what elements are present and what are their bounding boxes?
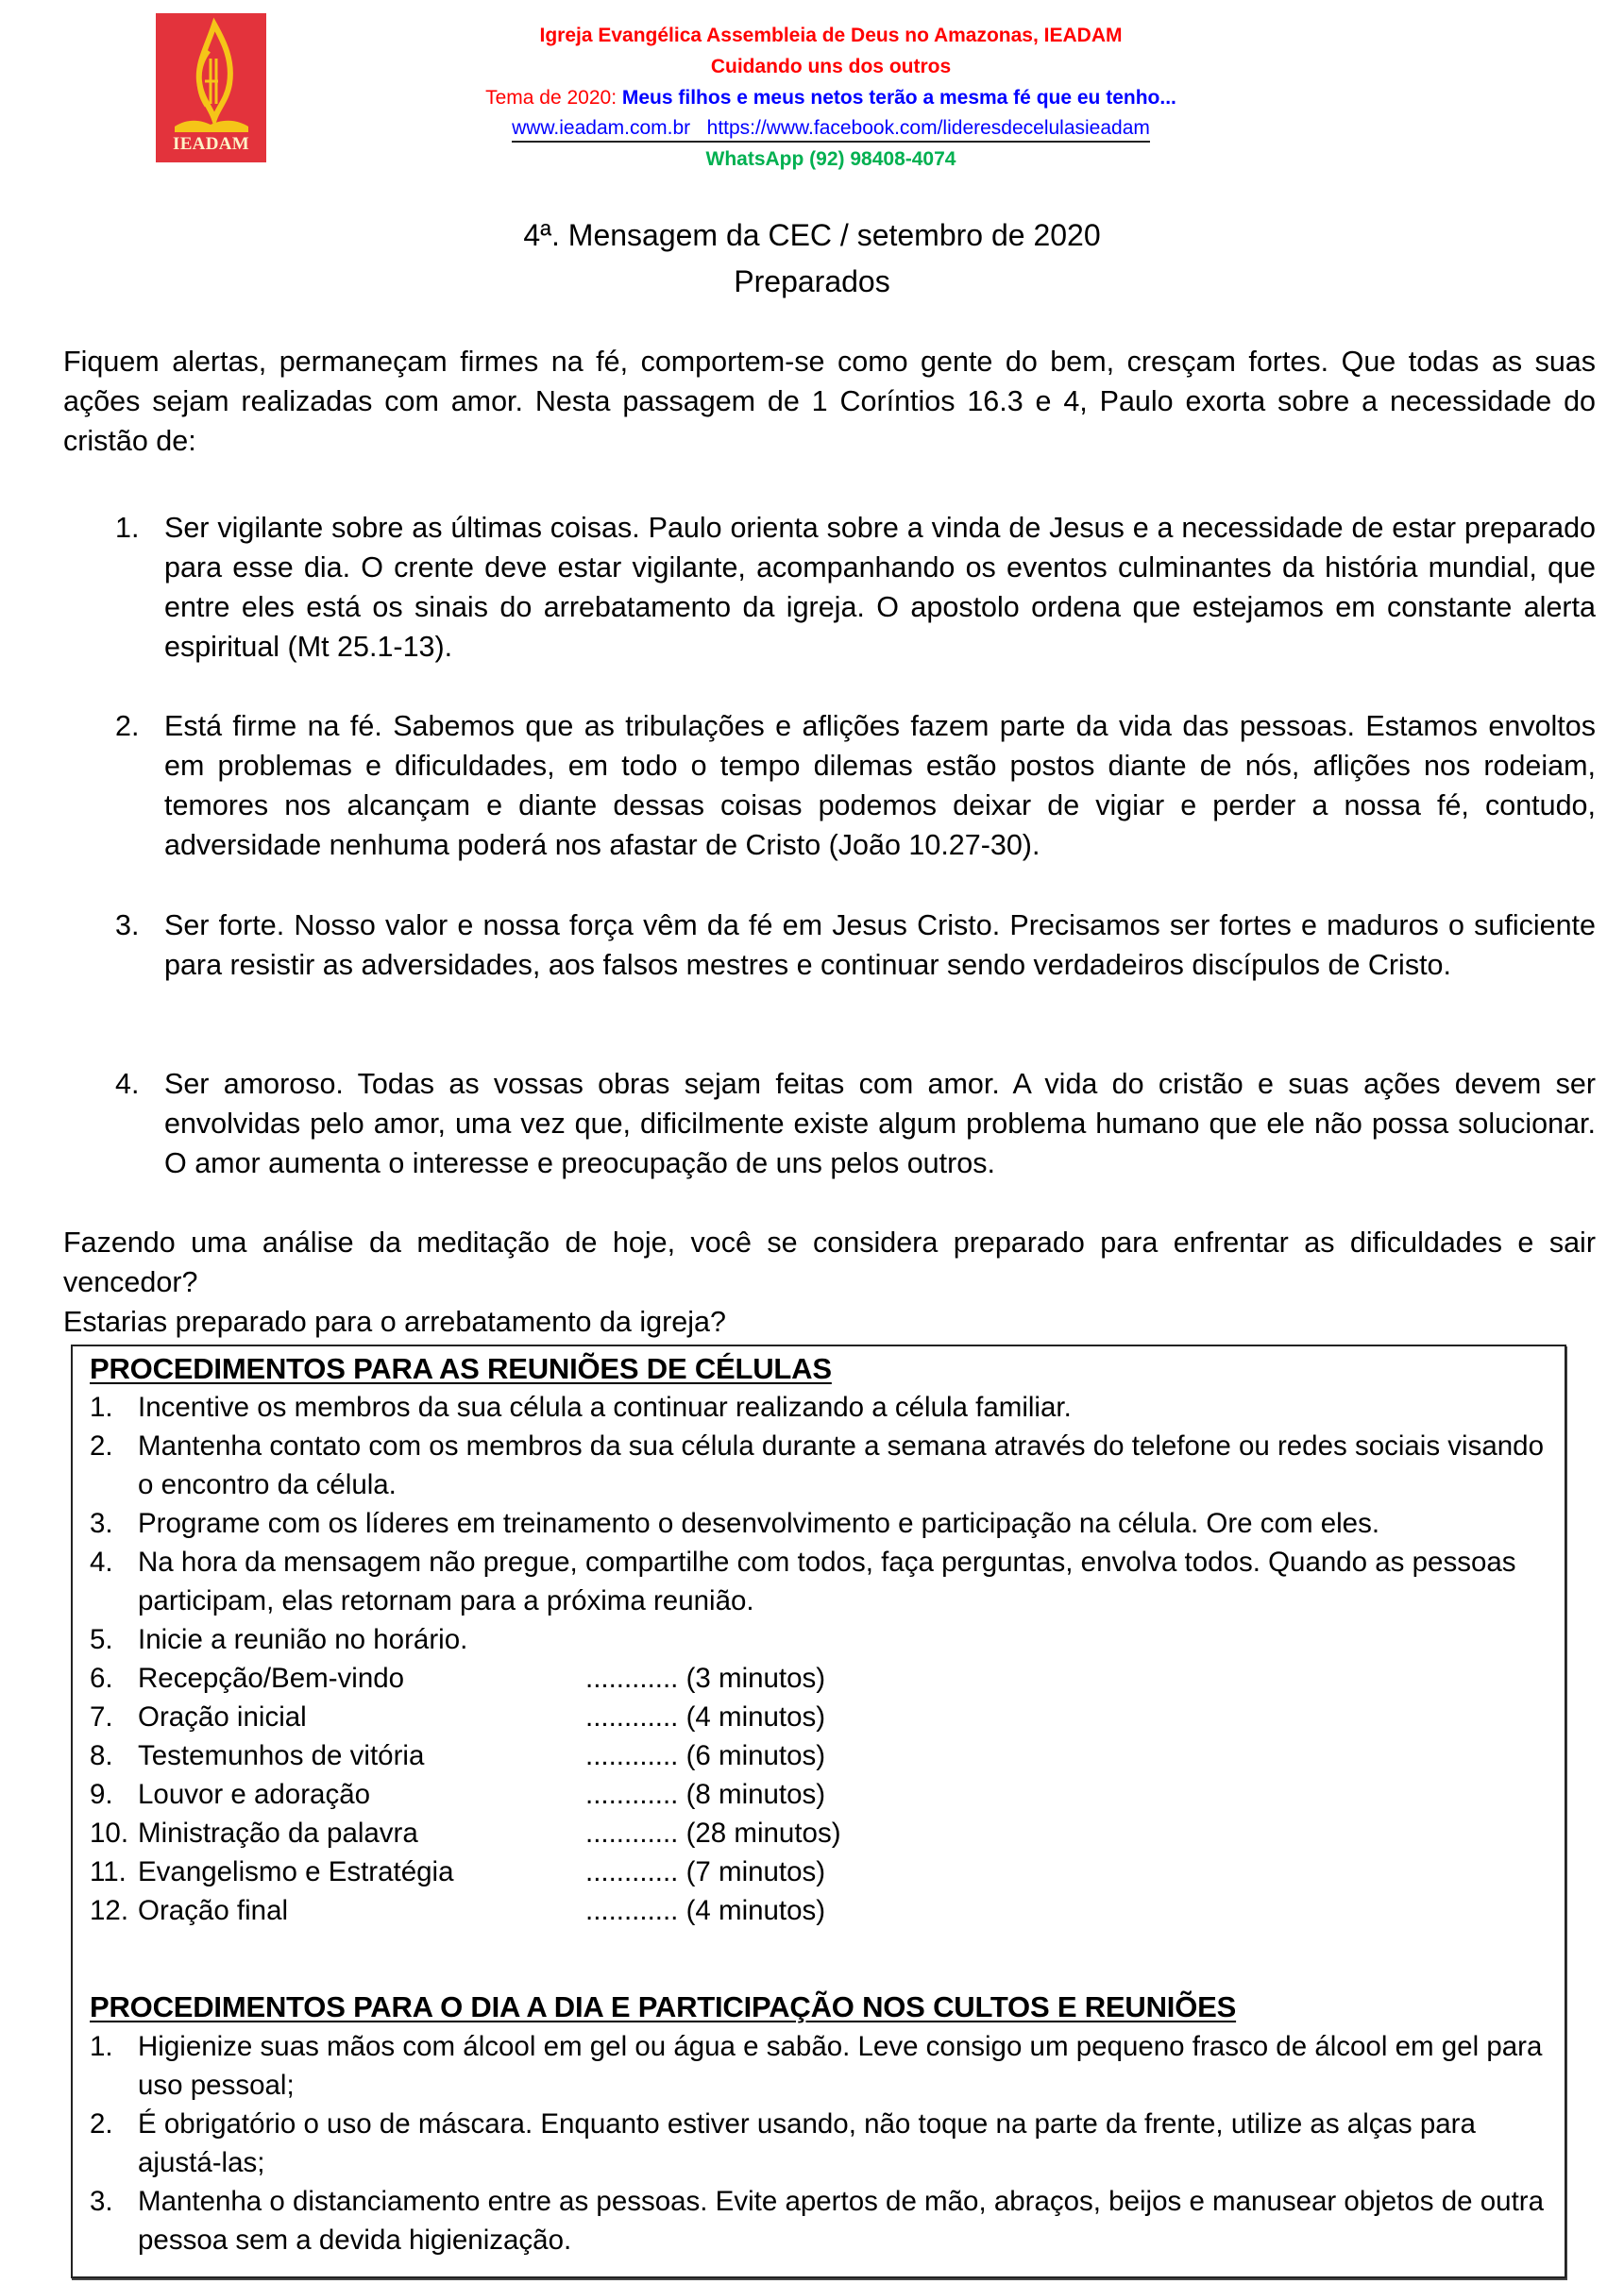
schedule-row — [90, 1853, 1551, 1891]
logo-label: IEADAM — [173, 134, 249, 154]
point-text: Ser vigilante sobre as últimas coisas. Paulo orienta sobre a vinda de Jesus e a necessidade de estar preparado para esse dia. O crente deve estar vigilante, acompanhando os eventos culminantes da história mundial, que entre eles está os sinais do arrebatamento da igreja. O apostolo ordena que estejamos em constante alerta espiritual (Mt 25.1-13). — [164, 512, 1596, 663]
schedule-number: 7. — [90, 1701, 113, 1733]
procedure-text: Higienize suas mãos com álcool em gel ou água e sabão. Leve consigo um pequeno frasco de álcool em gel para uso pessoal; — [138, 2031, 1543, 2101]
schedule-duration — [585, 1814, 841, 1853]
facebook-link[interactable]: https://www.facebook.com/lideresdecelulasieadam — [706, 117, 1150, 139]
procedure-text: Incentive os membros da sua célula a continuar realizando a célula familiar. — [138, 1392, 1072, 1423]
procedure-text: Mantenha contato com os membros da sua célula durante a semana através do telefone ou redes sociais visando o encontro da célula. — [138, 1430, 1544, 1500]
procedure-number: 3. — [90, 2186, 113, 2217]
schedule-activity: Louvor e adoração — [138, 1779, 371, 1810]
cell-meetings-heading: PROCEDIMENTOS PARA AS REUNIÕES DE CÉLULAS — [90, 1352, 832, 1385]
procedure-text: Inicie a reunião no horário. — [138, 1624, 468, 1655]
church-name: Igreja Evangélica Assembleia de Deus no Amazonas, IEADAM — [539, 25, 1123, 46]
duration-value: (28 minutos) — [685, 1818, 841, 1849]
schedule-duration — [585, 1659, 825, 1698]
dot-leader: ............ — [585, 1779, 679, 1810]
duration-value: (6 minutos) — [685, 1740, 826, 1771]
dot-leader: ............ — [585, 1663, 679, 1694]
procedure-number: 1. — [90, 1392, 113, 1423]
schedule-activity: Oração inicial — [138, 1701, 307, 1733]
schedule-number: 6. — [90, 1663, 113, 1694]
schedule-duration — [585, 1736, 825, 1775]
theme-line — [283, 86, 1379, 110]
procedure-number: 2. — [90, 2108, 113, 2140]
procedure-item — [90, 1504, 1551, 1543]
duration-value: (7 minutos) — [685, 1856, 826, 1887]
links-line — [283, 116, 1379, 143]
point-item — [115, 1064, 1596, 1183]
point-item — [115, 905, 1596, 985]
message-subtitle: Preparados — [734, 264, 890, 298]
point-text: Ser forte. Nosso valor e nossa força vêm da fé em Jesus Cristo. Precisamos ser fortes e maduros o suficiente para resistir as adversidades, aos falsos mestres e continuar sendo verdadeiros discípulos de Cristo. — [164, 909, 1596, 981]
theme-text: Meus filhos e meus netos terão a mesma fé que eu tenho... — [621, 87, 1176, 109]
daily-procedures-heading: PROCEDIMENTOS PARA O DIA A DIA E PARTICIPAÇÃO NOS CULTOS E REUNIÕES — [90, 1990, 1237, 2023]
procedure-text: Mantenha o distanciamento entre as pessoas. Evite apertos de mão, abraços, beijos e manusear objetos de outra pessoa sem a devida higienização. — [138, 2186, 1545, 2256]
ieadam-logo — [156, 13, 266, 162]
point-item — [115, 706, 1596, 865]
theme-label: Tema de 2020: — [485, 87, 622, 109]
schedule-activity: Recepção/Bem-vindo — [138, 1663, 405, 1694]
duration-value: (4 minutos) — [685, 1701, 826, 1733]
schedule-number: 10. — [90, 1818, 129, 1849]
point-number: 1. — [115, 512, 140, 544]
schedule-row — [90, 1659, 1551, 1698]
church-motto: Cuidando uns dos outros — [710, 56, 952, 77]
daily-procedure-item — [90, 2105, 1551, 2182]
flame-bible-emblem-icon — [156, 13, 266, 136]
dot-leader: ............ — [585, 1740, 679, 1771]
procedure-item — [90, 1620, 1551, 1659]
dot-leader: ............ — [585, 1895, 679, 1926]
procedure-item — [90, 1543, 1551, 1620]
schedule-number: 11. — [90, 1856, 127, 1887]
website-link[interactable]: www.ieadam.com.br — [512, 117, 691, 139]
procedure-number: 4. — [90, 1547, 113, 1578]
schedule-row — [90, 1775, 1551, 1814]
point-item — [115, 508, 1596, 667]
daily-procedure-item — [90, 2182, 1551, 2259]
procedure-number: 5. — [90, 1624, 113, 1655]
duration-value: (8 minutos) — [685, 1779, 826, 1810]
schedule-activity: Oração final — [138, 1895, 289, 1926]
schedule-duration — [585, 1853, 825, 1891]
procedure-text: Programe com os líderes em treinamento o desenvolvimento e participação na célula. Ore com eles. — [138, 1508, 1380, 1539]
schedule-number: 8. — [90, 1740, 113, 1771]
point-number: 3. — [115, 909, 140, 941]
dot-leader: ............ — [585, 1701, 679, 1733]
duration-value: (3 minutos) — [685, 1663, 826, 1694]
schedule-activity: Testemunhos de vitória — [138, 1740, 425, 1771]
daily-procedure-item — [90, 2027, 1551, 2105]
schedule-number: 9. — [90, 1779, 113, 1810]
closing-question-2: Estarias preparado para o arrebatamento da igreja? — [63, 1306, 726, 1338]
schedule-duration — [585, 1891, 825, 1930]
point-text: Está firme na fé. Sabemos que as tribulações e aflições fazem parte da vida das pessoas. Estamos envoltos em problemas e dificuldades, em todo o tempo dilemas estão postos diante de nós, aflições nos rodeiam, temores nos alcançam e diante dessas coisas podemos deixar de vigiar e perder a nossa fé, contudo, adversidade nenhuma poderá nos afastar de Cristo (João 10.27-30). — [164, 710, 1596, 861]
dot-leader: ............ — [585, 1818, 679, 1849]
schedule-duration — [585, 1698, 825, 1736]
schedule-duration — [585, 1775, 825, 1814]
duration-value: (4 minutos) — [685, 1895, 826, 1926]
schedule-row — [90, 1698, 1551, 1736]
procedure-text: Na hora da mensagem não pregue, compartilhe com todos, faça perguntas, envolva todos. Quando as pessoas participam, elas retornam para a próxima reunião. — [138, 1547, 1516, 1616]
message-title: 4ª. Mensagem da CEC / setembro de 2020 — [523, 218, 1101, 252]
procedure-text: É obrigatório o uso de máscara. Enquanto estiver usando, não toque na parte da frente, utilize as alças para ajustá-las; — [138, 2108, 1476, 2178]
whatsapp-contact: WhatsApp (92) 98408-4074 — [705, 148, 956, 170]
schedule-number: 12. — [90, 1895, 129, 1926]
procedure-item — [90, 1388, 1551, 1427]
schedule-activity: Ministração da palavra — [138, 1818, 418, 1849]
intro-paragraph: Fiquem alertas, permaneçam firmes na fé, comportem-se como gente do bem, cresçam fortes. Que todas as suas ações sejam realizadas com amor. Nesta passagem de 1 Coríntios 16.3 e 4, Paulo exorta sobre a necessidade do cristão de: — [63, 346, 1596, 457]
dot-leader: ............ — [585, 1856, 679, 1887]
point-number: 2. — [115, 710, 140, 742]
point-text: Ser amoroso. Todas as vossas obras sejam feitas com amor. A vida do cristão e suas ações devem ser envolvidas pelo amor, uma vez que, dificilmente existe algum problema humano que ele não possa solucionar. O amor aumenta o interesse e preocupação de uns pelos outros. — [164, 1068, 1596, 1179]
schedule-activity: Evangelismo e Estratégia — [138, 1856, 454, 1887]
procedure-number: 3. — [90, 1508, 113, 1539]
procedure-item — [90, 1427, 1551, 1504]
procedure-number: 2. — [90, 1430, 113, 1462]
schedule-row — [90, 1814, 1551, 1853]
procedure-number: 1. — [90, 2031, 113, 2062]
links-underline — [512, 116, 1150, 143]
schedule-row — [90, 1736, 1551, 1775]
point-number: 4. — [115, 1068, 140, 1100]
closing-question-1: Fazendo uma análise da meditação de hoje, você se considera preparado para enfrentar as dificuldades e sair vencedor? — [63, 1227, 1596, 1298]
schedule-row — [90, 1891, 1551, 1930]
